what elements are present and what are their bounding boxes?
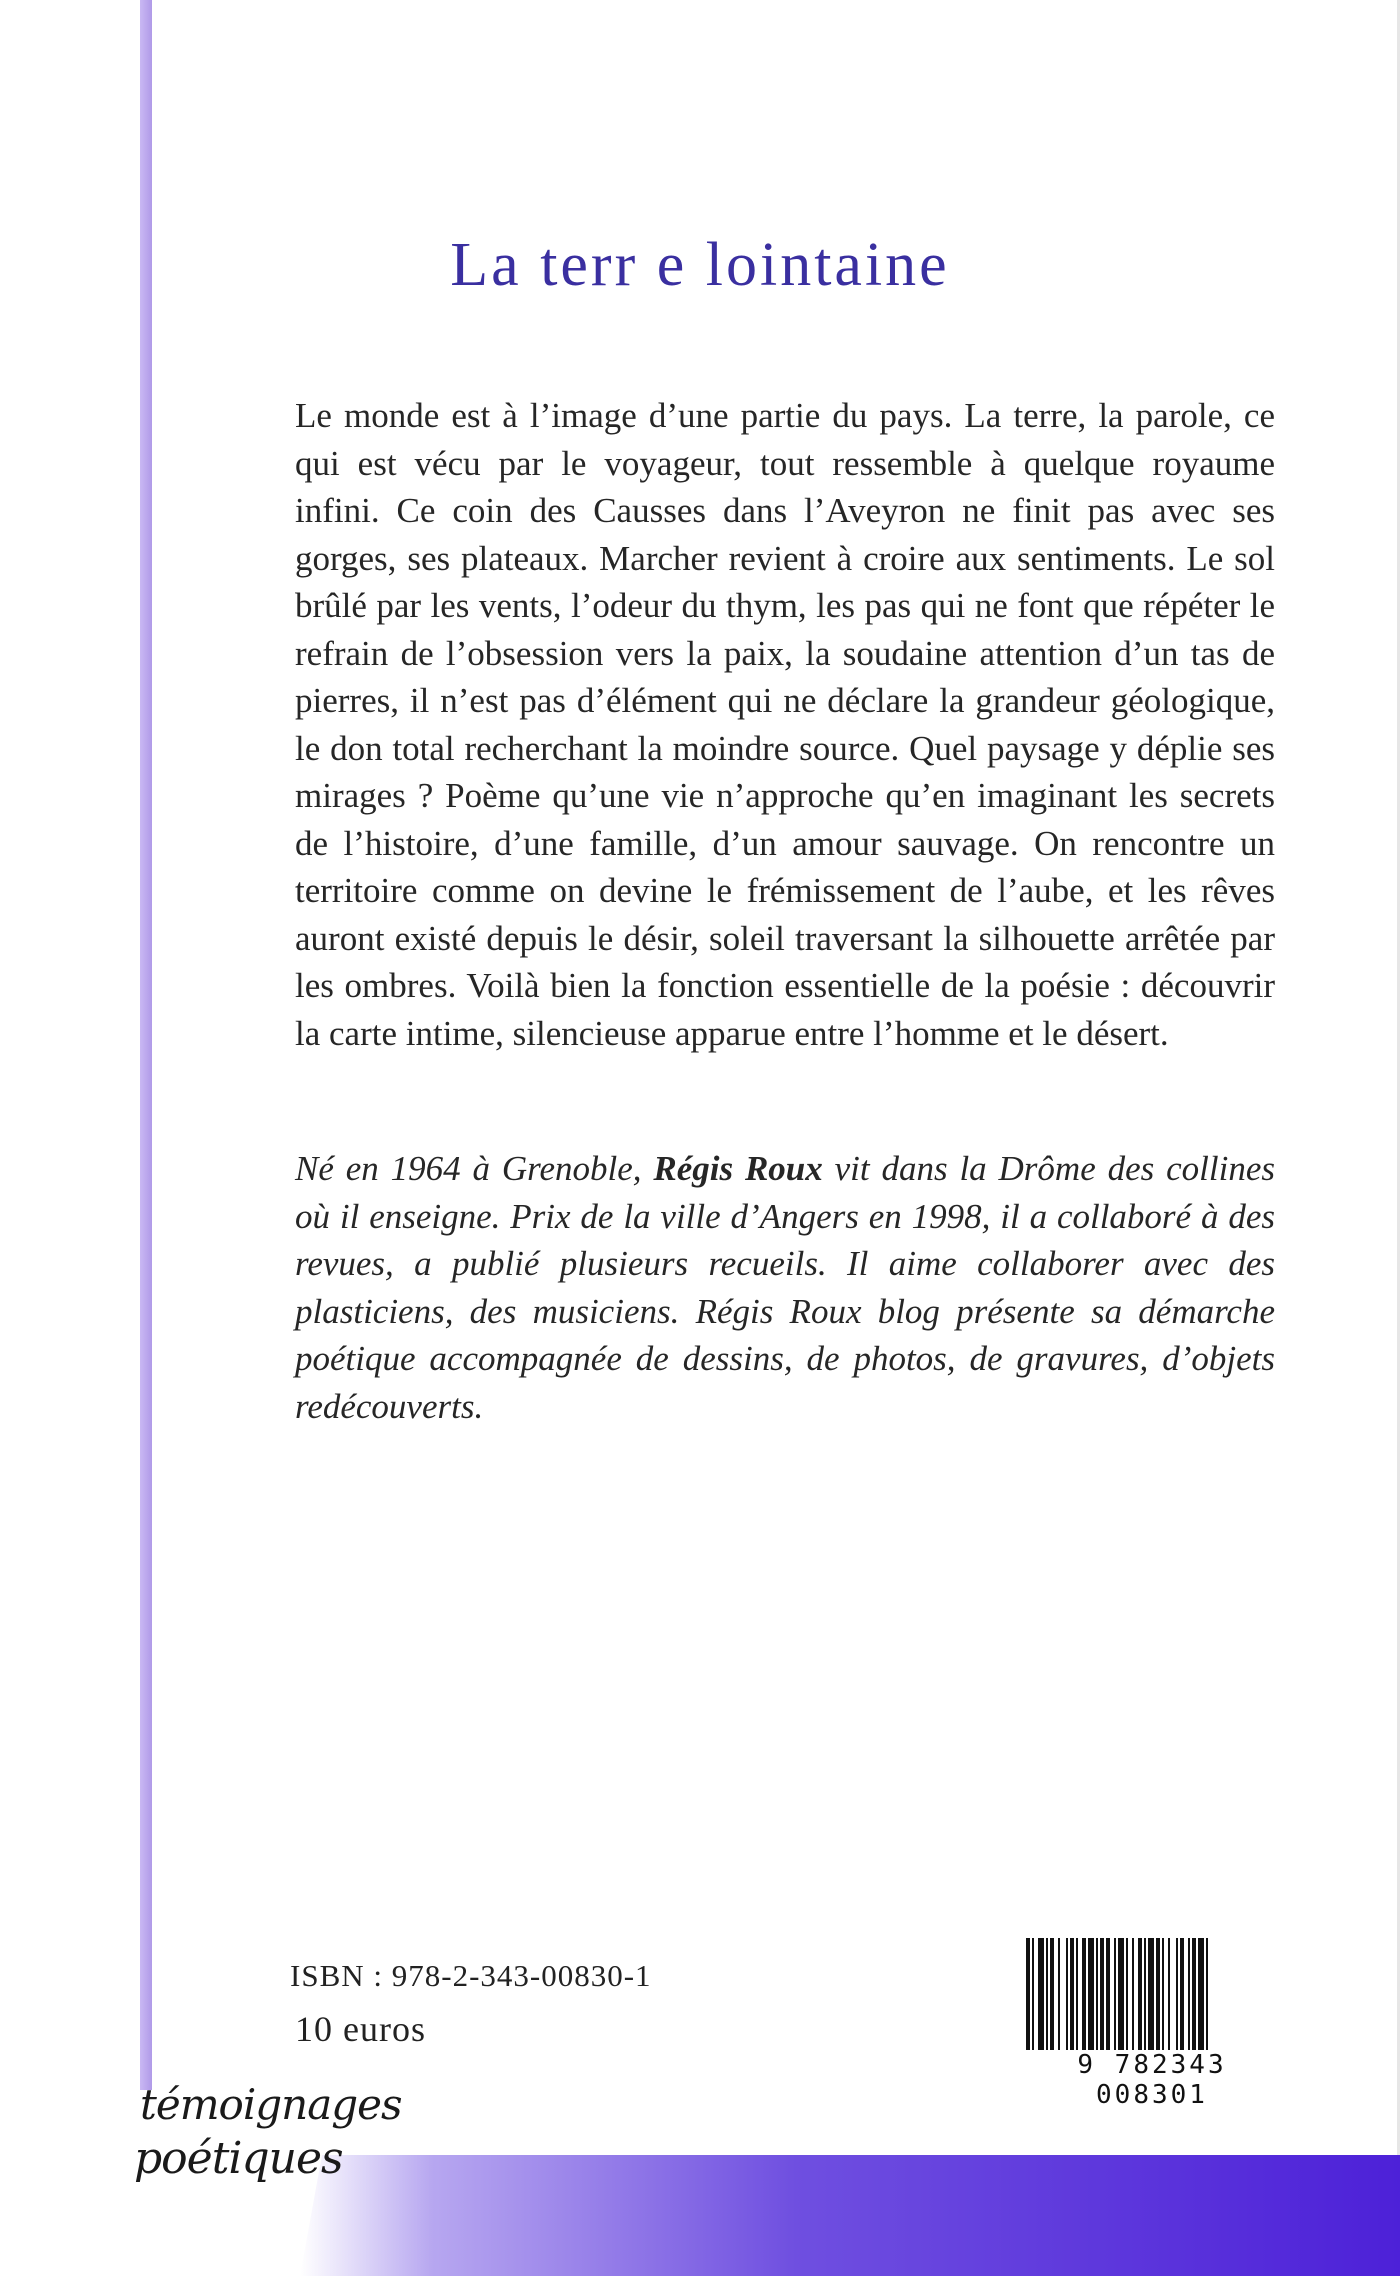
series-logo: [134, 2080, 402, 2184]
barcode-number: 9 782343 008301: [1022, 2050, 1282, 2110]
price: 10 euros: [295, 2009, 426, 2049]
bio-text: vit dans la Drôme des collines où il enseigne. Prix de la ville d’Angers en 1998, il a collaboré à des revues, a publié plusieurs recueils. Il aime collaborer avec des plasticiens, des musiciens. Régis Roux blog présente sa démarche poétique accompagnée de dessins, de photos, de gravures, d’objets redécouverts.: [295, 1149, 1275, 1426]
back-cover-blurb: Le monde est à l’image d’une partie du pays. La terre, la parole, ce qui est vécu par le voyageur, tout ressemble à quelque royaume infini. Ce coin des Causses dans l’Aveyron ne finit pas avec ses gorges, ses plateaux. Marcher revient à croire aux sentiments. Le sol brûlé par les vents, l’odeur du thym, les pas qui ne font que répéter le refrain de l’obsession vers la paix, la soudaine attention d’un tas de pierres, il n’est pas d’élément qui ne déclare la grandeur géologique, le don total recherchant la moindre source. Quel paysage y déplie ses mirages ? Poème qu’une vie n’approche qu’en imaginant les secrets de l’histoire, d’une famille, d’un amour sauvage. On rencontre un territoire comme on devine le frémissement de l’aube, et les rêves auront existé depuis le désir, soleil traversant la silhouette arrêtée par les ombres. Voilà bien la fonction essentielle de la poésie : découvrir la carte intime, silencieuse apparue entre l’homme et le désert.: [295, 396, 1275, 1053]
author-bio: [295, 1145, 1275, 1430]
isbn: ISBN : 978-2-343-00830-1: [290, 1958, 652, 1993]
barcode-bars: [1022, 1938, 1282, 2056]
series-logo-line2: poétiques: [134, 2133, 343, 2184]
series-logo-line1: témoignages: [140, 2080, 402, 2129]
book-title: La terr e lointaine: [450, 231, 950, 299]
footer-gradient-band: [300, 2155, 1400, 2276]
left-accent-rule: [140, 0, 152, 2090]
barcode: [1022, 1938, 1282, 2110]
author-name: Régis Roux: [653, 1149, 823, 1188]
bio-prefix: Né en 1964 à Grenoble,: [295, 1149, 654, 1188]
